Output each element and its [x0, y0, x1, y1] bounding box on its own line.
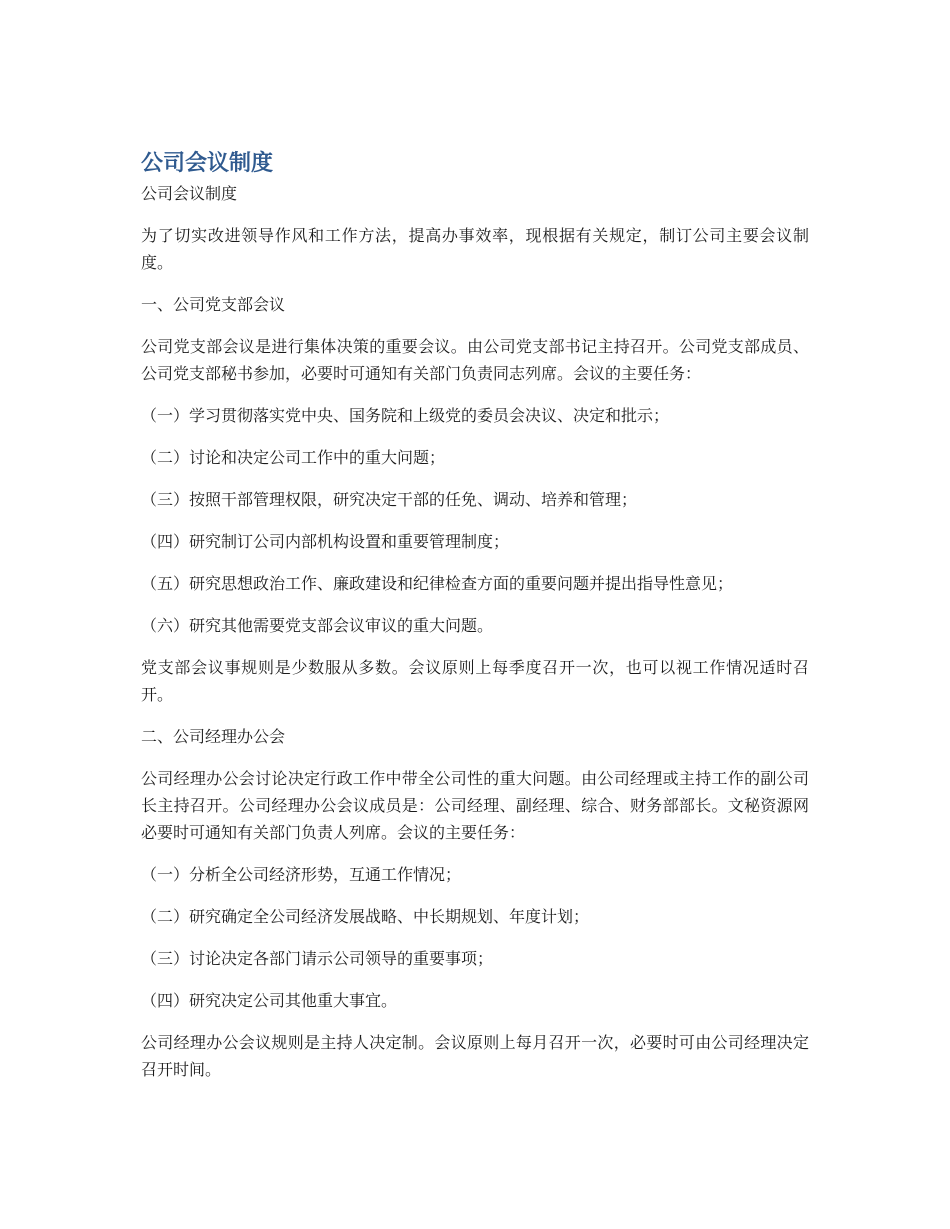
- document-subtitle: 公司会议制度: [141, 184, 238, 203]
- list-item: （三）讨论决定各部门请示公司领导的重要事项；: [141, 949, 494, 968]
- list-item: （一）分析全公司经济形势，互通工作情况；: [141, 865, 462, 884]
- section-description: 公司党支部会议是进行集体决策的重要会议。由公司党支部书记主持召开。公司党支部成员、公司党支部秘书参加，必要时可通知有关部门负责同志列席。会议的主要任务：: [141, 337, 809, 383]
- section-rule: 党支部会议事规则是少数服从多数。会议原则上每季度召开一次，也可以视工作情况适时召开。: [141, 658, 809, 704]
- section-description: 公司经理办公会讨论决定行政工作中带全公司性的重大问题。由公司经理或主持工作的副公司长主持召开。公司经理办公会议成员是：公司经理、副经理、综合、财务部部长。文秘资源网 必要时可通知有关部门负责人列席。会议的主要任务：: [141, 769, 809, 842]
- list-item: （五）研究思想政治工作、廉政建设和纪律检查方面的重要问题并提出指导性意见；: [141, 574, 734, 593]
- list-item: （二）研究确定全公司经济发展战略、中长期规划、年度计划；: [141, 907, 590, 926]
- section-heading: 一、公司党支部会议: [141, 295, 286, 314]
- intro-paragraph: 为了切实改进领导作风和工作方法，提高办事效率，现根据有关规定，制订公司主要会议制度。: [141, 226, 809, 272]
- list-item: （三）按照干部管理权限，研究决定干部的任免、调动、培养和管理；: [141, 490, 638, 509]
- list-item: （一）学习贯彻落实党中央、国务院和上级党的委员会决议、决定和批示；: [141, 406, 670, 425]
- section-rule: 公司经理办公会议规则是主持人决定制。会议原则上每月召开一次，必要时可由公司经理决定召开时间。: [141, 1033, 809, 1079]
- list-item: （二）讨论和决定公司工作中的重大问题；: [141, 448, 446, 467]
- list-item: （六）研究其他需要党支部会议审议的重大问题。: [141, 616, 494, 635]
- section-manager-office-meeting: [141, 723, 809, 1083]
- section-heading: 二、公司经理办公会: [141, 727, 286, 746]
- list-item: （四）研究制订公司内部机构设置和重要管理制度；: [141, 532, 510, 551]
- document-title: 公司会议制度: [141, 151, 274, 176]
- list-item: （四）研究决定公司其他重大事宜。: [141, 991, 398, 1010]
- section-party-branch-meeting: [141, 291, 809, 708]
- document-page: [141, 148, 809, 1098]
